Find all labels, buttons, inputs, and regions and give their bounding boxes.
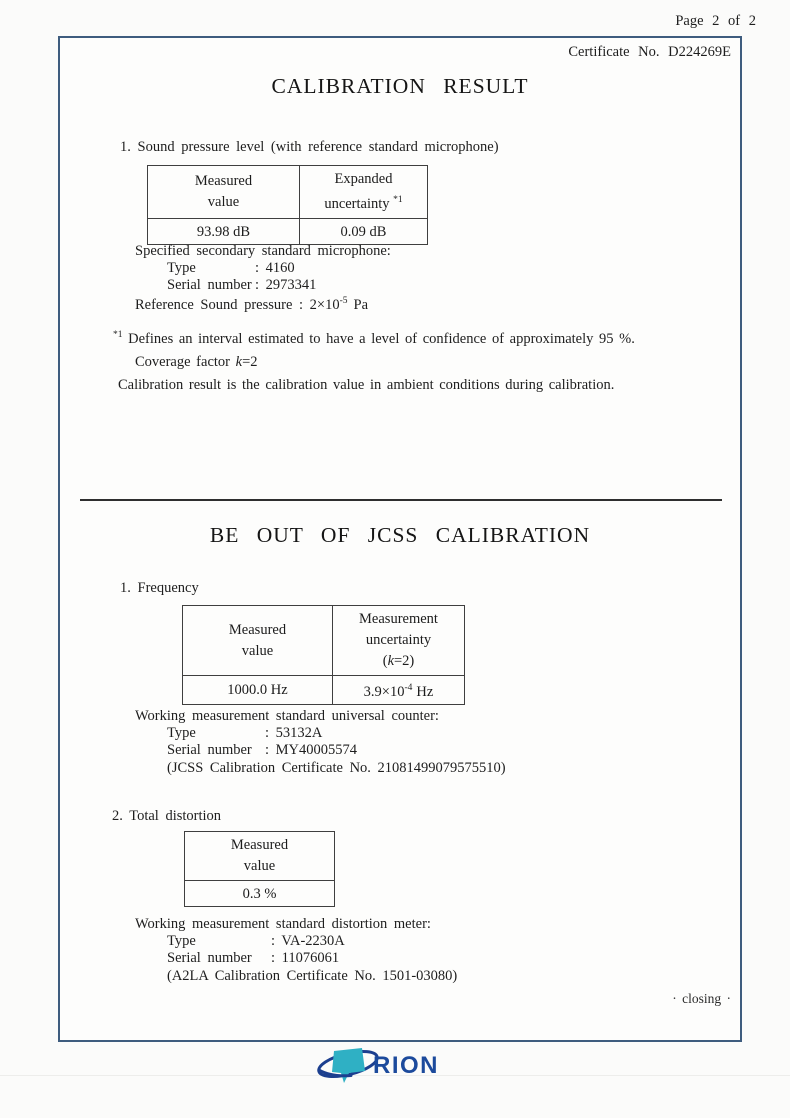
spl-uncertainty-word: uncertainty (324, 196, 390, 212)
frequency-table-header-row (183, 606, 465, 676)
jcss-out-title: BE OUT OF JCSS CALIBRATION (209, 523, 591, 547)
closing-marker: · closing · (672, 991, 731, 1006)
spl-table-value-row (148, 219, 428, 245)
frequency-section-heading: 1. Frequency (120, 580, 199, 596)
frequency-uncertainty-value (333, 676, 465, 705)
frequency-table (182, 605, 465, 705)
footnote-reference: *1 (393, 195, 403, 205)
counter-serial-row (135, 742, 506, 759)
frequency-uncertainty-header-cell (333, 606, 465, 676)
coverage-prefix: Coverage factor (135, 354, 236, 370)
serial-value: : 11076061 (271, 949, 340, 966)
reference-pressure-row (135, 293, 391, 314)
spl-measured-header-l2: value (207, 194, 240, 210)
page-number: Page 2 of 2 (675, 13, 756, 29)
spl-table-header-row (148, 166, 428, 219)
spl-section-heading: 1. Sound pressure level (with reference standard microphone) (120, 139, 499, 155)
rion-logo (0, 1044, 790, 1086)
certificate-number: Certificate No. D224269E (568, 44, 731, 60)
spl-uncertainty-header-l2 (306, 190, 421, 215)
certificate-border-frame (58, 36, 742, 1042)
footnote-line (113, 330, 635, 348)
frequency-measured-value: 1000.0 Hz (183, 676, 333, 705)
counter-type-row (135, 725, 506, 742)
counter-heading: Working measurement standard universal counter: (135, 708, 439, 724)
distortion-measured-header-l1: Measured (230, 837, 289, 853)
spl-uncertainty-header-l1: Expanded (334, 171, 393, 187)
frequency-measured-header-cell (183, 606, 333, 676)
microphone-info-block (135, 243, 391, 314)
coverage-k-symbol: k (235, 354, 243, 370)
type-label: Type (167, 932, 196, 949)
section-divider-line (80, 499, 722, 501)
meter-type-row (135, 933, 457, 950)
frequency-measured-header-l1: Measured (228, 621, 287, 638)
frequency-uncertainty-header-l1: Measurement (359, 611, 438, 627)
reference-pressure-unit: Pa (353, 297, 369, 314)
serial-value: : 2973341 (255, 276, 317, 293)
counter-info-block (135, 708, 506, 777)
k-open: ( (382, 653, 388, 669)
distortion-table (184, 831, 335, 907)
microphone-heading: Specified secondary standard microphone: (135, 243, 391, 259)
ambient-conditions-note: Calibration result is the calibration value in ambient conditions during calibration. (118, 377, 615, 393)
k-symbol: k (387, 653, 394, 669)
distortion-measured-header-l2: value (243, 858, 276, 874)
coverage-eq: =2 (242, 354, 258, 370)
meter-certificate-note: (A2LA Calibration Certificate No. 1501-03080) (167, 968, 458, 985)
frequency-uncertainty-header-l2: uncertainty (365, 632, 432, 648)
counter-certificate-note: (JCSS Calibration Certificate No. 21081499079575510) (167, 760, 506, 777)
spl-measured-header-l1: Measured (194, 173, 253, 189)
reference-pressure-mantissa: 2×10 (303, 297, 340, 314)
type-value: : 4160 (255, 259, 295, 276)
footnote-text: Defines an interval estimated to have a level of confidence of approximately 95 %. (122, 331, 635, 347)
spl-measured-header-cell (148, 166, 300, 219)
type-value: : VA-2230A (271, 932, 345, 949)
distortion-table-header-row (185, 832, 335, 881)
meter-heading: Working measurement standard distortion meter: (135, 916, 431, 932)
frequency-measured-header-l2: value (241, 642, 274, 659)
logo-text: RION (373, 1052, 439, 1079)
serial-label: Serial number (167, 276, 252, 293)
footnote-marker: *1 (113, 330, 123, 340)
microphone-serial-row (135, 277, 391, 294)
serial-label: Serial number (167, 741, 252, 758)
serial-value: : MY40005574 (265, 741, 358, 758)
frequency-uncertainty-mantissa: 3.9×10 (363, 684, 405, 700)
distortion-measured-header-cell (185, 832, 335, 881)
frequency-uncertainty-exponent: -4 (404, 683, 413, 693)
distortion-measured-value: 0.3 % (185, 881, 335, 907)
spl-measured-value: 93.98 dB (148, 219, 300, 245)
type-label: Type (167, 724, 196, 741)
spl-table (147, 165, 428, 245)
frequency-table-value-row (183, 676, 465, 705)
frequency-uncertainty-header-l3 (339, 651, 458, 672)
coverage-factor-line (135, 354, 258, 371)
microphone-type-row (135, 260, 391, 277)
type-value: : 53132A (265, 724, 323, 741)
serial-label: Serial number (167, 949, 252, 966)
distortion-section-heading: 2. Total distortion (112, 808, 222, 824)
reference-pressure-label: Reference Sound pressure : (135, 297, 304, 314)
spl-uncertainty-header-cell (300, 166, 428, 219)
distortion-table-value-row (185, 881, 335, 907)
k-close: =2) (394, 653, 415, 669)
rion-logo-icon (315, 1044, 475, 1086)
spl-uncertainty-value: 0.09 dB (300, 219, 428, 245)
type-label: Type (167, 259, 196, 276)
calibration-result-title: CALIBRATION RESULT (271, 74, 529, 98)
frequency-uncertainty-unit: Hz (416, 684, 434, 700)
meter-serial-row (135, 950, 457, 967)
meter-info-block (135, 916, 457, 985)
reference-pressure-exponent: -5 (339, 296, 348, 307)
